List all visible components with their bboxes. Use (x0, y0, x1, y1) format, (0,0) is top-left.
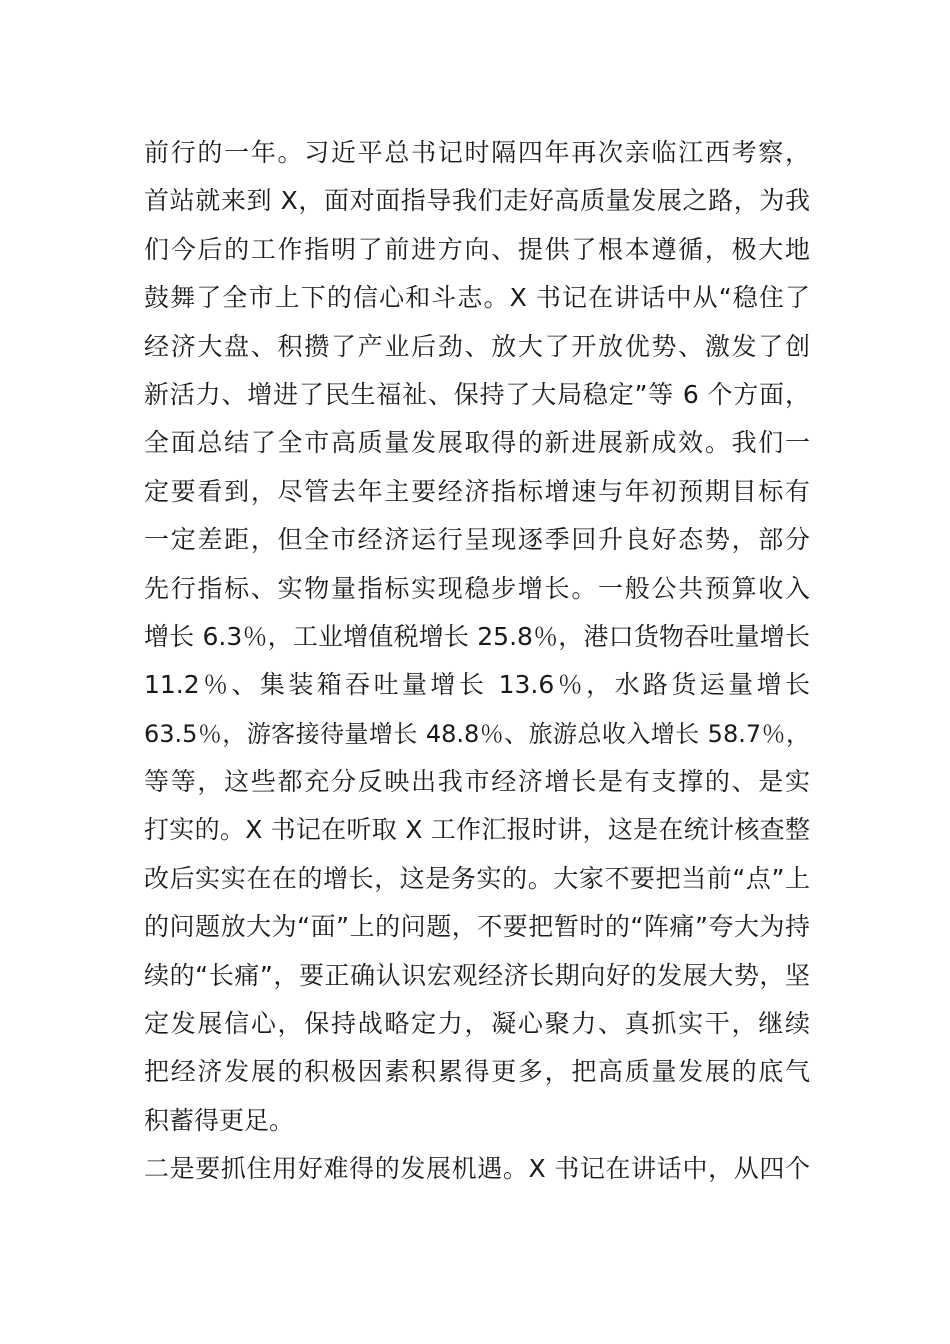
text-line: 定要看到，尽管去年主要经济指标增速与年初预期目标有 (144, 476, 810, 506)
text-line: 11.2％、集装箱吞吐量增长 13.6％，水路货运量增长 (144, 670, 810, 700)
text-line: 经济大盘、积攒了产业后劲、放大了开放优势、激发了创 (144, 331, 810, 361)
text-line: 等等，这些都充分反映出我市经济增长是有支撑的、是实 (144, 767, 810, 797)
text-line: 积蓄得更足。 (144, 1105, 295, 1135)
text-line: 全面总结了全市高质量发展取得的新进展新成效。我们一 (144, 428, 810, 458)
text-line: 增长 6.3％，工业增值税增长 25.8％，港口货物吞吐量增长 (144, 621, 810, 651)
text-line: 前行的一年。习近平总书记时隔四年再次亲临江西考察， (144, 138, 810, 167)
text-line: 首站就来到 X，面对面指导我们走好高质量发展之路，为我 (144, 186, 810, 216)
text-line: 先行指标、实物量指标实现稳步增长。一般公共预算收入 (144, 573, 810, 603)
text-line: 的问题放大为“面”上的问题，不要把暂时的“阵痛”夸大为持 (144, 912, 810, 942)
text-line: 新活力、增进了民生福祉、保持了大局稳定”等 6 个方面， (144, 379, 810, 409)
text-line: 打实的。X 书记在听取 X 工作汇报时讲，这是在统计核查整 (144, 815, 810, 845)
text-line: 把经济发展的积极因素积累得更多，把高质量发展的底气 (144, 1057, 810, 1087)
document-body (144, 129, 810, 1194)
paragraph-development-opportunity (144, 1145, 810, 1193)
text-line: 改后实实在在的增长，这是务实的。大家不要把当前“点”上 (144, 863, 810, 893)
text-line: 们今后的工作指明了前进方向、提供了根本遵循，极大地 (144, 234, 810, 264)
text-line: 鼓舞了全市上下的信心和斗志。X 书记在讲话中从“稳住了 (144, 283, 810, 313)
text-line: 63.5％，游客接待量增长 48.8％、旅游总收入增长 58.7％， (144, 719, 810, 748)
text-line: 续的“长痛”，要正确认识宏观经济长期向好的发展大势，坚 (144, 960, 810, 990)
text-line: 一定差距，但全市经济运行呈现逐季回升良好态势，部分 (144, 525, 810, 555)
text-line: 定发展信心，保持战略定力，凝心聚力、真抓实干，继续 (144, 1009, 810, 1039)
text-line: 二是要抓住用好难得的发展机遇。X 书记在讲话中，从四个 (144, 1154, 810, 1184)
paragraph-economic-review (144, 129, 810, 1145)
